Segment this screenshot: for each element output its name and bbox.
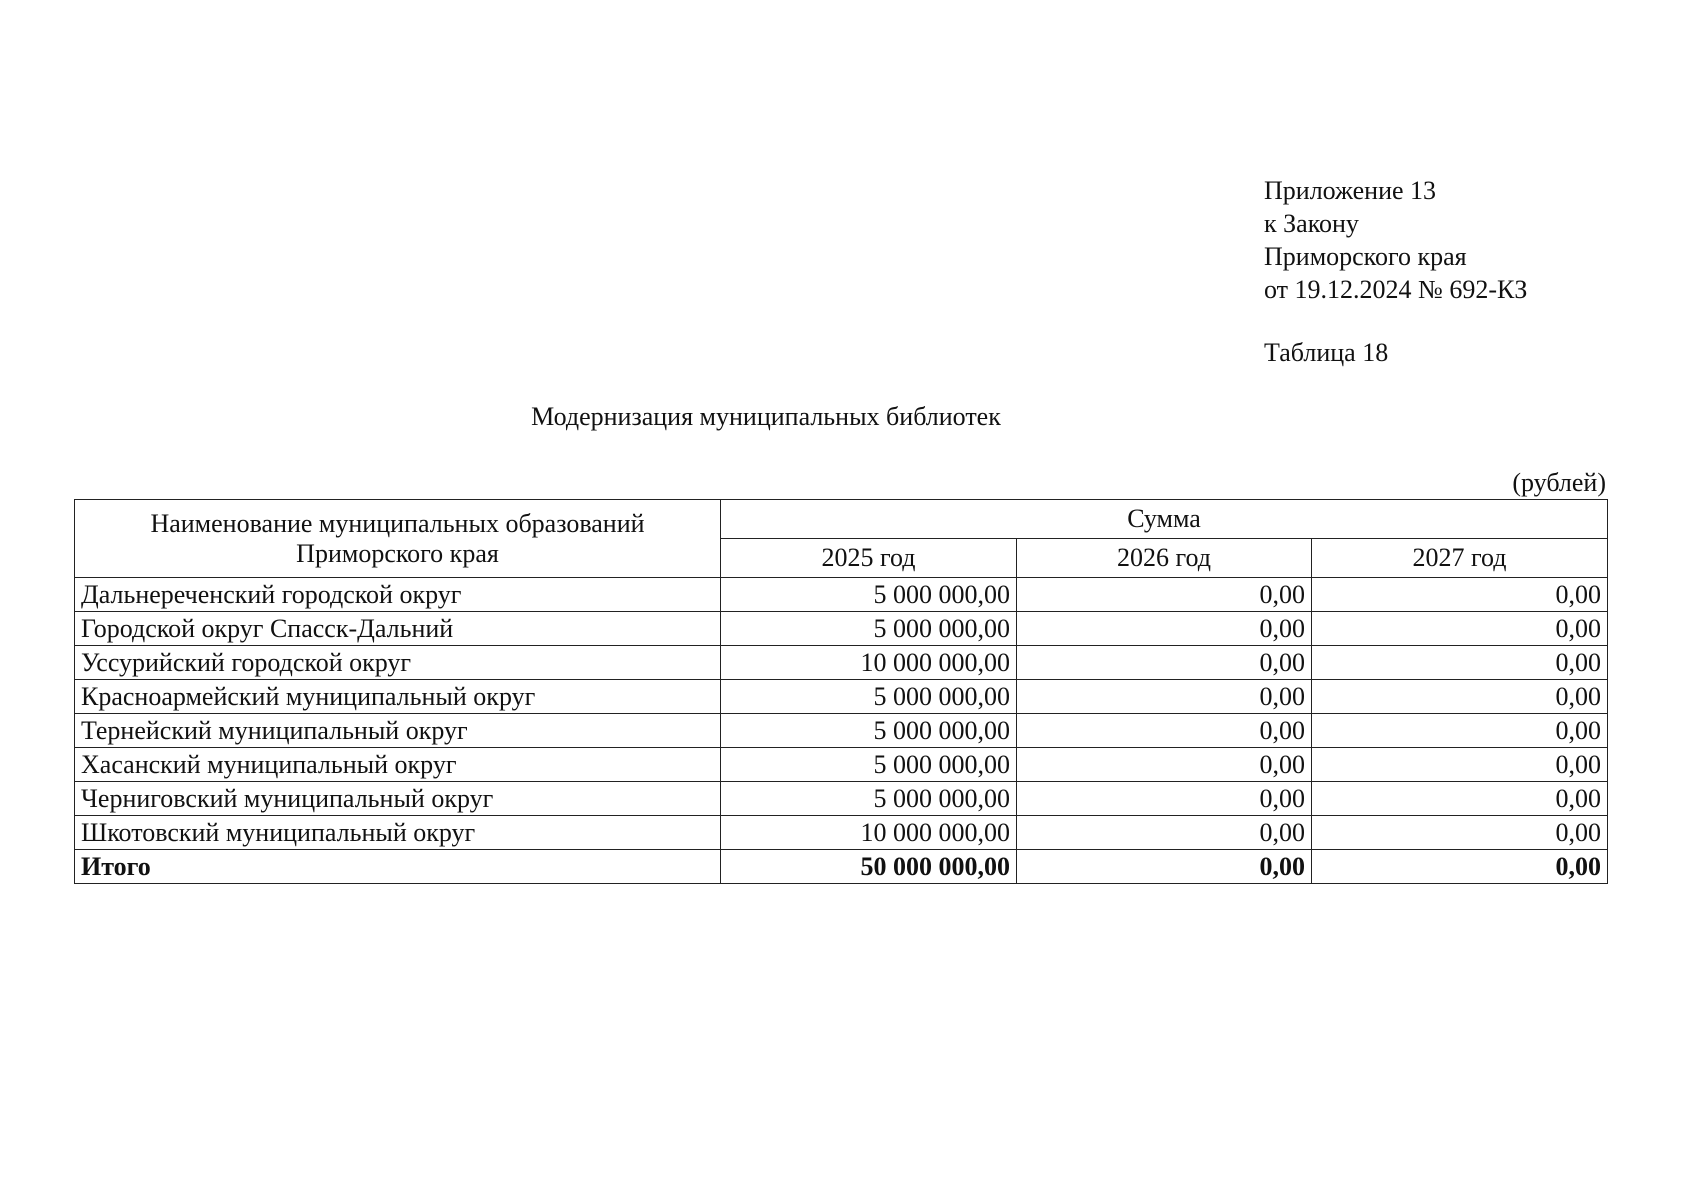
municipality-name: Городской округ Спасск-Дальний xyxy=(75,612,721,646)
document-title: Модернизация муниципальных библиотек xyxy=(531,402,1001,431)
appendix-line: Приложение 13 xyxy=(1264,176,1437,205)
amount-2027: 0,00 xyxy=(1312,782,1608,816)
total-label: Итого xyxy=(75,850,721,884)
amount-2027: 0,00 xyxy=(1312,578,1608,612)
amount-2025: 10 000 000,00 xyxy=(721,816,1017,850)
amount-2027: 0,00 xyxy=(1312,748,1608,782)
table-row xyxy=(75,714,1608,748)
amount-2026: 0,00 xyxy=(1017,714,1312,748)
table-header xyxy=(75,500,1608,578)
amount-2026: 0,00 xyxy=(1017,748,1312,782)
amount-2025: 5 000 000,00 xyxy=(721,748,1017,782)
amount-2027: 0,00 xyxy=(1312,646,1608,680)
amount-2027: 0,00 xyxy=(1312,816,1608,850)
year-2025-header: 2025 год xyxy=(721,539,1017,578)
amount-2026: 0,00 xyxy=(1017,816,1312,850)
municipality-column-header xyxy=(75,500,721,578)
amount-2025: 5 000 000,00 xyxy=(721,782,1017,816)
table-row xyxy=(75,646,1608,680)
header-row xyxy=(75,500,1608,539)
table-row xyxy=(75,816,1608,850)
amount-2025: 5 000 000,00 xyxy=(721,680,1017,714)
municipality-name: Хасанский муниципальный округ xyxy=(75,748,721,782)
amount-2026: 0,00 xyxy=(1017,646,1312,680)
total-2027: 0,00 xyxy=(1312,850,1608,884)
amount-2027: 0,00 xyxy=(1312,714,1608,748)
amount-2026: 0,00 xyxy=(1017,578,1312,612)
budget-table xyxy=(74,499,1608,884)
amount-2027: 0,00 xyxy=(1312,612,1608,646)
table-row xyxy=(75,782,1608,816)
amount-2025: 5 000 000,00 xyxy=(721,714,1017,748)
municipality-header-line: Наименование муниципальных образований xyxy=(150,508,645,538)
amount-2027: 0,00 xyxy=(1312,680,1608,714)
sum-column-header: Сумма xyxy=(721,500,1608,539)
municipality-name: Черниговский муниципальный округ xyxy=(75,782,721,816)
amount-2025: 5 000 000,00 xyxy=(721,612,1017,646)
municipality-header-line: Приморского края xyxy=(296,538,499,568)
municipality-name: Тернейский муниципальный округ xyxy=(75,714,721,748)
table-row xyxy=(75,680,1608,714)
units-label: (рублей) xyxy=(1512,468,1606,497)
municipality-name: Дальнереченский городской округ xyxy=(75,578,721,612)
appendix-line: к Закону xyxy=(1264,209,1359,238)
appendix-line: Приморского края xyxy=(1264,242,1467,271)
year-2027-header: 2027 год xyxy=(1312,539,1608,578)
municipality-name: Шкотовский муниципальный округ xyxy=(75,816,721,850)
total-2026: 0,00 xyxy=(1017,850,1312,884)
document-title-wrapper xyxy=(0,400,1698,433)
municipality-name: Красноармейский муниципальный округ xyxy=(75,680,721,714)
table-row xyxy=(75,578,1608,612)
appendix-line: от 19.12.2024 № 692-КЗ xyxy=(1264,275,1528,304)
year-2026-header: 2026 год xyxy=(1017,539,1312,578)
table-row xyxy=(75,748,1608,782)
table-row xyxy=(75,612,1608,646)
municipality-name: Уссурийский городской округ xyxy=(75,646,721,680)
amount-2025: 5 000 000,00 xyxy=(721,578,1017,612)
amount-2026: 0,00 xyxy=(1017,782,1312,816)
table-body xyxy=(75,578,1608,884)
amount-2026: 0,00 xyxy=(1017,680,1312,714)
amount-2025: 10 000 000,00 xyxy=(721,646,1017,680)
total-row xyxy=(75,850,1608,884)
amount-2026: 0,00 xyxy=(1017,612,1312,646)
table-number: Таблица 18 xyxy=(1264,338,1389,367)
total-2025: 50 000 000,00 xyxy=(721,850,1017,884)
appendix-reference xyxy=(1264,174,1527,306)
